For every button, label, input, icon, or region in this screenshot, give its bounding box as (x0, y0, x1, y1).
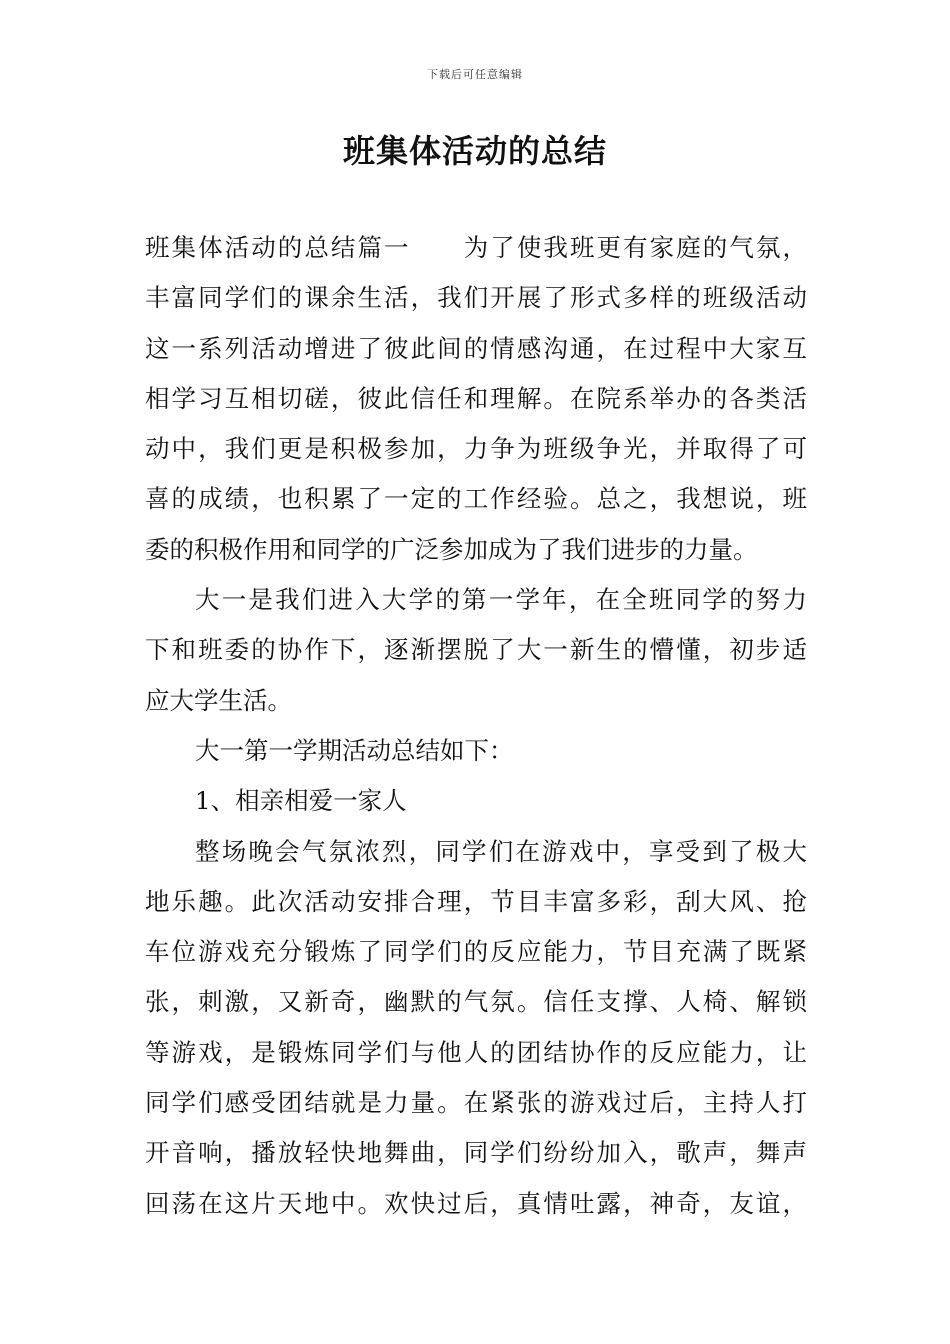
text-line: 1、相亲相爱一家人 (195, 786, 407, 816)
text-line: 回荡在这片天地中。欢快过后，真情吐露，神奇，友谊， (145, 1188, 807, 1218)
document-body (145, 223, 807, 1229)
text-line: 这一系列活动增进了彼此间的情感沟通，在过程中大家互 (145, 333, 807, 363)
text-line: 喜的成绩，也积累了一定的工作经验。总之，我想说，班 (145, 484, 807, 514)
text-line: 大一是我们进入大学的第一学年，在全班同学的努力 (195, 585, 807, 615)
text-line: 同学们感受团结就是力量。在紧张的游戏过后，主持人打 (145, 1088, 807, 1118)
text-line: 丰富同学们的课余生活，我们开展了形式多样的班级活动 (145, 283, 807, 313)
text-line: 整场晚会气氛浓烈，同学们在游戏中，享受到了极大 (195, 836, 807, 866)
text-line: 动中，我们更是积极参加，力争为班级争光，并取得了可 (145, 434, 807, 464)
text-line: 等游戏，是锻炼同学们与他人的团结协作的反应能力，让 (145, 1037, 807, 1067)
text-line: 相学习互相切磋，彼此信任和理解。在院系举办的各类活 (145, 383, 807, 413)
text-line: 开音响，播放轻快地舞曲，同学们纷纷加入，歌声，舞声 (145, 1138, 807, 1168)
text-line: 张，刺激，又新奇，幽默的气氛。信任支撑、人椅、解锁 (145, 987, 807, 1017)
text-line: 委的积极作用和同学的广泛参加成为了我们进步的力量。 (145, 534, 758, 564)
text-line: 应大学生活。 (145, 685, 292, 715)
text-line: 车位游戏充分锻炼了同学们的反应能力，节目充满了既紧 (145, 937, 807, 967)
text-line: 下和班委的协作下，逐渐摆脱了大一新生的懵懂，初步适 (145, 635, 807, 665)
text-line: 班集体活动的总结篇一 为了使我班更有家庭的气氛， (145, 233, 807, 262)
document-title: 班集体活动的总结 (342, 132, 607, 170)
header-note: 下载后可任意编辑 (427, 68, 523, 81)
text-line: 地乐趣。此次活动安排合理，节目丰富多彩，刮大风、抢 (145, 886, 807, 916)
text-line: 大一第一学期活动总结如下： (195, 735, 514, 765)
